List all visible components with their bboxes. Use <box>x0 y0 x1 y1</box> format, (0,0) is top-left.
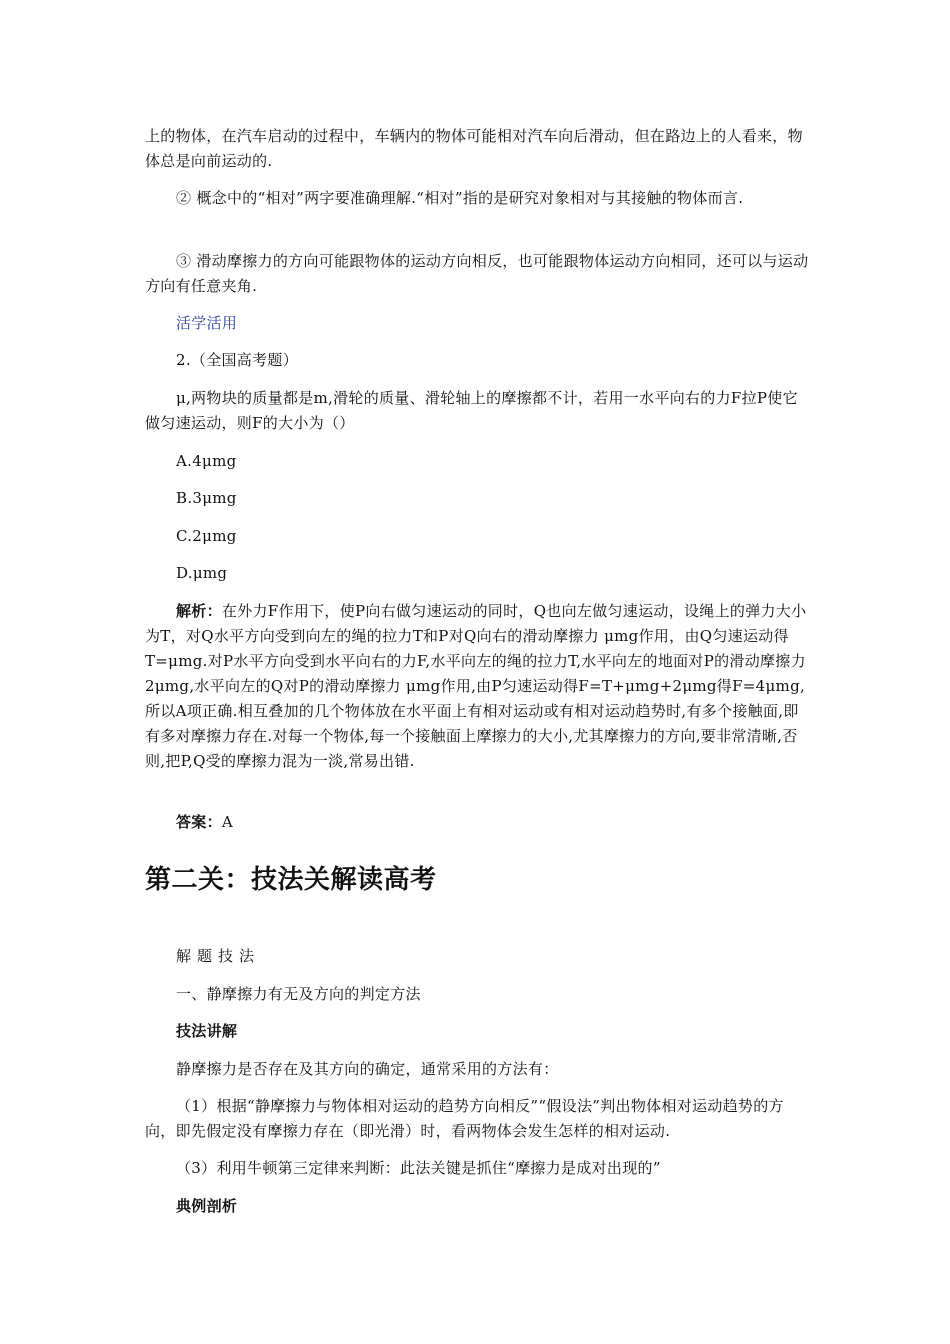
paragraph-point-2: ② 概念中的“相对”两字要准确理解.“相对”指的是研究对象相对与其接触的物体而言. <box>176 189 744 207</box>
option-c: C.2μmg <box>176 527 237 545</box>
method-step-1: （1）根据“静摩擦力与物体相对运动的趋势方向相反”“假设法”判出物体相对运动趋势的方向，即先假定没有摩擦力存在（即光滑）时，看两物体会发生怎样的相对运动. <box>145 1097 784 1140</box>
answer-value: A <box>221 813 234 831</box>
section-label-practice: 活学活用 <box>176 314 238 332</box>
question-text: μ,两物块的质量都是m,滑轮的质量、滑轮轴上的摩擦都不计，若用一水平向右的力F拉P使它做匀速运动，则F的大小为（） <box>145 389 798 432</box>
analysis-paragraph <box>145 599 810 774</box>
technique-label: 技法讲解 <box>176 1022 238 1040</box>
method-item-1: 一、静摩擦力有无及方向的判定方法 <box>176 985 421 1003</box>
option-a: A.4μmg <box>176 452 237 470</box>
answer-label: 答案： <box>176 813 222 831</box>
technique-intro: 静摩擦力是否存在及其方向的确定，通常采用的方法有： <box>176 1060 559 1078</box>
analysis-text: 在外力F作用下，使P向右做匀速运动的同时，Q也向左做匀速运动，设绳上的弹力大小为T，对Q水平方向受到向左的绳的拉力T和P对Q向右的滑动摩擦力 μmg作用，由Q匀速运动得T=μmg.对P水平方向受到水平向右的力F,水平向左的绳的拉力T,水平向左的地面对P的滑动摩擦力2μmg,水平向左的Q对P的滑动摩擦力 μmg作用,由P匀速运动得F=T+μmg+2μmg得F=4μmg,所以A项正确.相互叠加的几个物体放在水平面上有相对运动或有相对运动趋势时,有多个接触面,即有多对摩擦力存在.对每一个物体,每一个接触面上摩擦力的大小,尤其摩擦力的方向,要非常清晰,否则,把P,Q受的摩擦力混为一淡,常易出错. <box>145 602 807 770</box>
paragraph-continuation: 上的物体，在汽车启动的过程中，车辆内的物体可能相对汽车向后滑动，但在路边上的人看来，物体总是向前运动的. <box>145 127 803 170</box>
option-d: D.μmg <box>176 564 228 582</box>
paragraph-point-3: ③ 滑动摩擦力的方向可能跟物体的运动方向相反，也可能跟物体运动方向相同，还可以与运动方向有任意夹角. <box>145 252 809 295</box>
subsection-title: 解题技法 <box>176 947 261 965</box>
section-heading: 第二关：技法关解读高考 <box>145 865 437 895</box>
answer-line <box>176 810 233 835</box>
method-step-3: （3）利用牛顿第三定律来判断：此法关键是抓住“摩擦力是成对出现的” <box>176 1159 661 1177</box>
option-b: B.3μmg <box>176 489 237 507</box>
example-label: 典例剖析 <box>176 1197 238 1215</box>
question-number: 2.（全国高考题） <box>176 351 299 369</box>
analysis-label: 解析： <box>176 602 222 620</box>
